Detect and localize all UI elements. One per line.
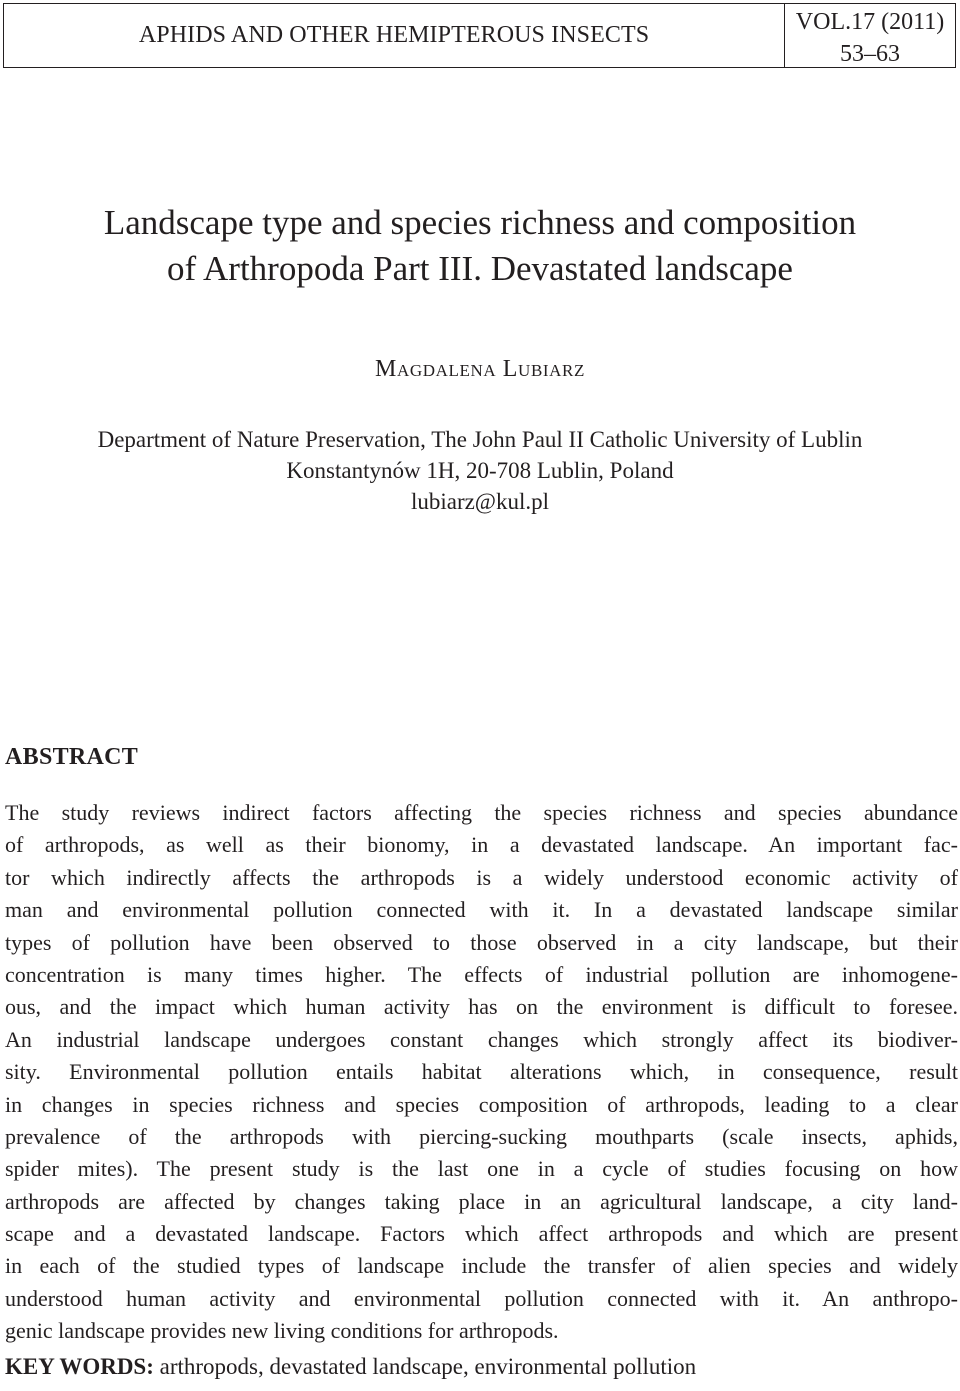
author-email: lubiarz@kul.pl (410, 489, 550, 514)
affiliation (0, 424, 960, 517)
abstract-line: An industrial landscape undergoes constant changes which strongly affect its biodiver- (5, 1026, 958, 1052)
page-range: 53–63 (840, 41, 900, 67)
abstract-line: concentration is many times higher. The effects of industrial pollution are inhomogene- (5, 961, 958, 987)
abstract-heading: ABSTRACT (5, 744, 139, 770)
keywords-text: arthropods, devastated landscape, environmental pollution (153, 1354, 697, 1379)
abstract-line: in each of the studied types of landscape include the transfer of alien species and widely (5, 1253, 958, 1279)
keywords (5, 1354, 696, 1380)
abstract-line: arthropods are affected by changes taking place in an agricultural landscape, a city land- (5, 1188, 958, 1214)
abstract-line: scape and a devastated landscape. Factors which affect arthropods and which are present (5, 1221, 958, 1247)
abstract-line: understood human activity and environmental pollution connected with it. An anthropo- (5, 1285, 958, 1311)
abstract-line: in changes in species richness and species composition of arthropods, leading to a clear (5, 1091, 958, 1117)
abstract-line: sity. Environmental pollution entails habitat alterations which, in consequence, result (5, 1059, 958, 1085)
paper-title (0, 200, 960, 292)
affiliation-line-1: Department of Nature Preservation, The John Paul II Catholic University of Lublin (97, 427, 863, 452)
abstract-line: The study reviews indirect factors affecting the species richness and species abundance (5, 800, 958, 825)
abstract-line: tor which indirectly affects the arthropods is a widely understood economic activity of (5, 864, 958, 890)
abstract-line: genic landscape provides new living conditions for arthropods. (5, 1318, 559, 1344)
volume-label: VOL.17 (2011) (795, 9, 945, 35)
abstract-line: spider mites). The present study is the last one in a cycle of studies focusing on how (5, 1156, 958, 1182)
abstract-line: ous, and the impact which human activity has on the environment is difficult to foresee. (5, 994, 958, 1020)
volume-info (785, 4, 955, 67)
abstract-line: prevalence of the arthropods with piercing-sucking mouthparts (scale insects, aphids, (5, 1123, 958, 1149)
title-line-2: of Arthropoda Part III. Devastated landscape (167, 249, 793, 288)
journal-header (3, 3, 956, 68)
abstract-line: types of pollution have been observed to those observed in a city landscape, but their (5, 929, 958, 955)
abstract-line: of arthropods, as well as their bionomy, in a devastated landscape. An important fac- (5, 832, 958, 858)
abstract-body (5, 797, 958, 1348)
author-name: Magdalena Lubiarz (375, 356, 585, 382)
keywords-label: KEY WORDS: (5, 1354, 154, 1379)
title-line-1: Landscape type and species richness and composition (103, 203, 857, 242)
affiliation-line-2: Konstantynów 1H, 20-708 Lublin, Poland (286, 458, 674, 483)
journal-name: APHIDS AND OTHER HEMIPTEROUS INSECTS (138, 22, 650, 48)
abstract-line: man and environmental pollution connected with it. In a devastated landscape similar (5, 897, 958, 923)
